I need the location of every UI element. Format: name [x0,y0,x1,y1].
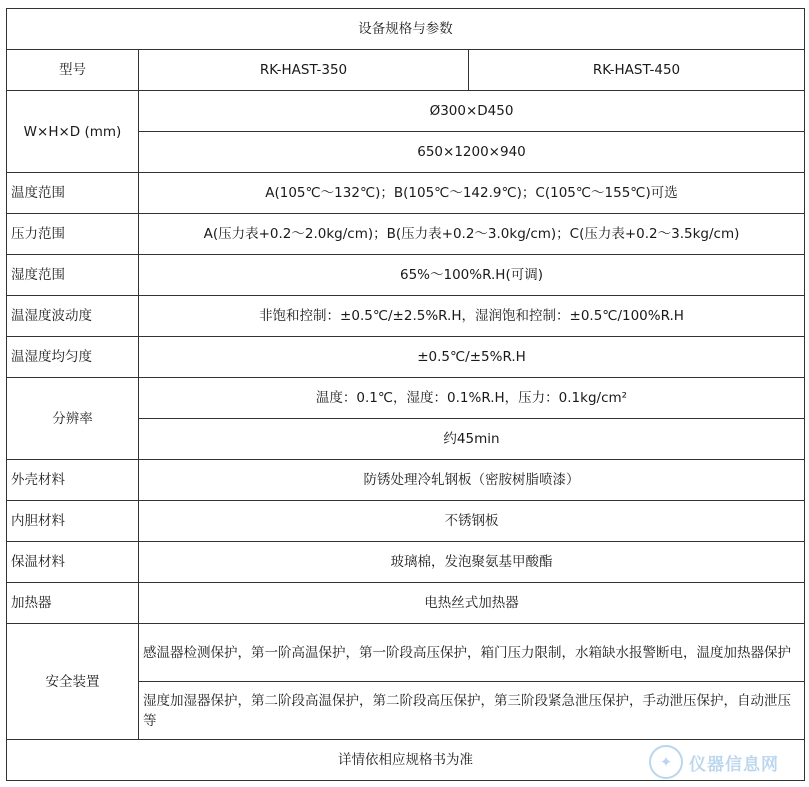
liner-label: 内胆材料 [7,501,139,542]
model-row [7,50,805,91]
heater-label: 加热器 [7,583,139,624]
temp-range-row [7,173,805,214]
humidity-range-value: 65%～100%R.H(可调) [139,255,805,296]
shell-label: 外壳材料 [7,460,139,501]
table-title: 设备规格与参数 [7,9,805,50]
resolution-time: 约45min [139,419,805,460]
resolution-label: 分辨率 [7,378,139,460]
watermark-logo-icon: ✦ [649,745,683,779]
safety-value-1: 感温器检测保护，第一阶高温保护，第一阶段高压保护，箱门压力限制，水箱缺水报警断电，温度加热器保护 [139,624,805,682]
safety-label: 安全装置 [7,624,139,740]
humidity-range-label: 湿度范围 [7,255,139,296]
dimension-inner: Ø300×D450 [139,91,805,132]
resolution-row [7,378,805,419]
uniformity-label: 温湿度均匀度 [7,337,139,378]
liner-row [7,501,805,542]
fluctuation-value: 非饱和控制：±0.5℃/±2.5%R.H，湿润饱和控制：±0.5℃/100%R.H [139,296,805,337]
insulation-value: 玻璃棉，发泡聚氨基甲酸酯 [139,542,805,583]
model-350: RK-HAST-350 [139,50,469,91]
heater-row [7,583,805,624]
footer-note: 详情依相应规格书为准 [7,740,805,781]
title-row [7,9,805,50]
pressure-range-row [7,214,805,255]
shell-value: 防锈处理冷轧钢板（密胺树脂喷漆） [139,460,805,501]
uniformity-row [7,337,805,378]
shell-row [7,460,805,501]
spec-table [6,8,805,781]
model-label: 型号 [7,50,139,91]
insulation-row [7,542,805,583]
humidity-range-row [7,255,805,296]
uniformity-value: ±0.5℃/±5%R.H [139,337,805,378]
fluctuation-label: 温湿度波动度 [7,296,139,337]
insulation-label: 保温材料 [7,542,139,583]
resolution-value: 温度：0.1℃，湿度：0.1%R.H，压力：0.1kg/cm² [139,378,805,419]
temp-range-value: A(105℃～132℃)；B(105℃～142.9℃)；C(105℃～155℃)可选 [139,173,805,214]
safety-value-2: 湿度加湿器保护，第二阶段高温保护，第二阶段高压保护，第三阶段紧急泄压保护，手动泄压保护，自动泄压等 [139,682,805,740]
dimension-label: W×H×D (mm) [7,91,139,173]
model-450: RK-HAST-450 [469,50,805,91]
temp-range-label: 温度范围 [7,173,139,214]
heater-value: 电热丝式加热器 [139,583,805,624]
liner-value: 不锈钢板 [139,501,805,542]
dimension-outer: 650×1200×940 [139,132,805,173]
pressure-range-label: 压力范围 [7,214,139,255]
pressure-range-value: A(压力表+0.2～2.0kg/cm)；B(压力表+0.2～3.0kg/cm)；C(压力表+0.2～3.5kg/cm) [139,214,805,255]
watermark [649,745,799,779]
fluctuation-row [7,296,805,337]
watermark-text: 仪器信息网 [689,754,779,775]
safety-row [7,624,805,682]
dimension-row [7,91,805,132]
